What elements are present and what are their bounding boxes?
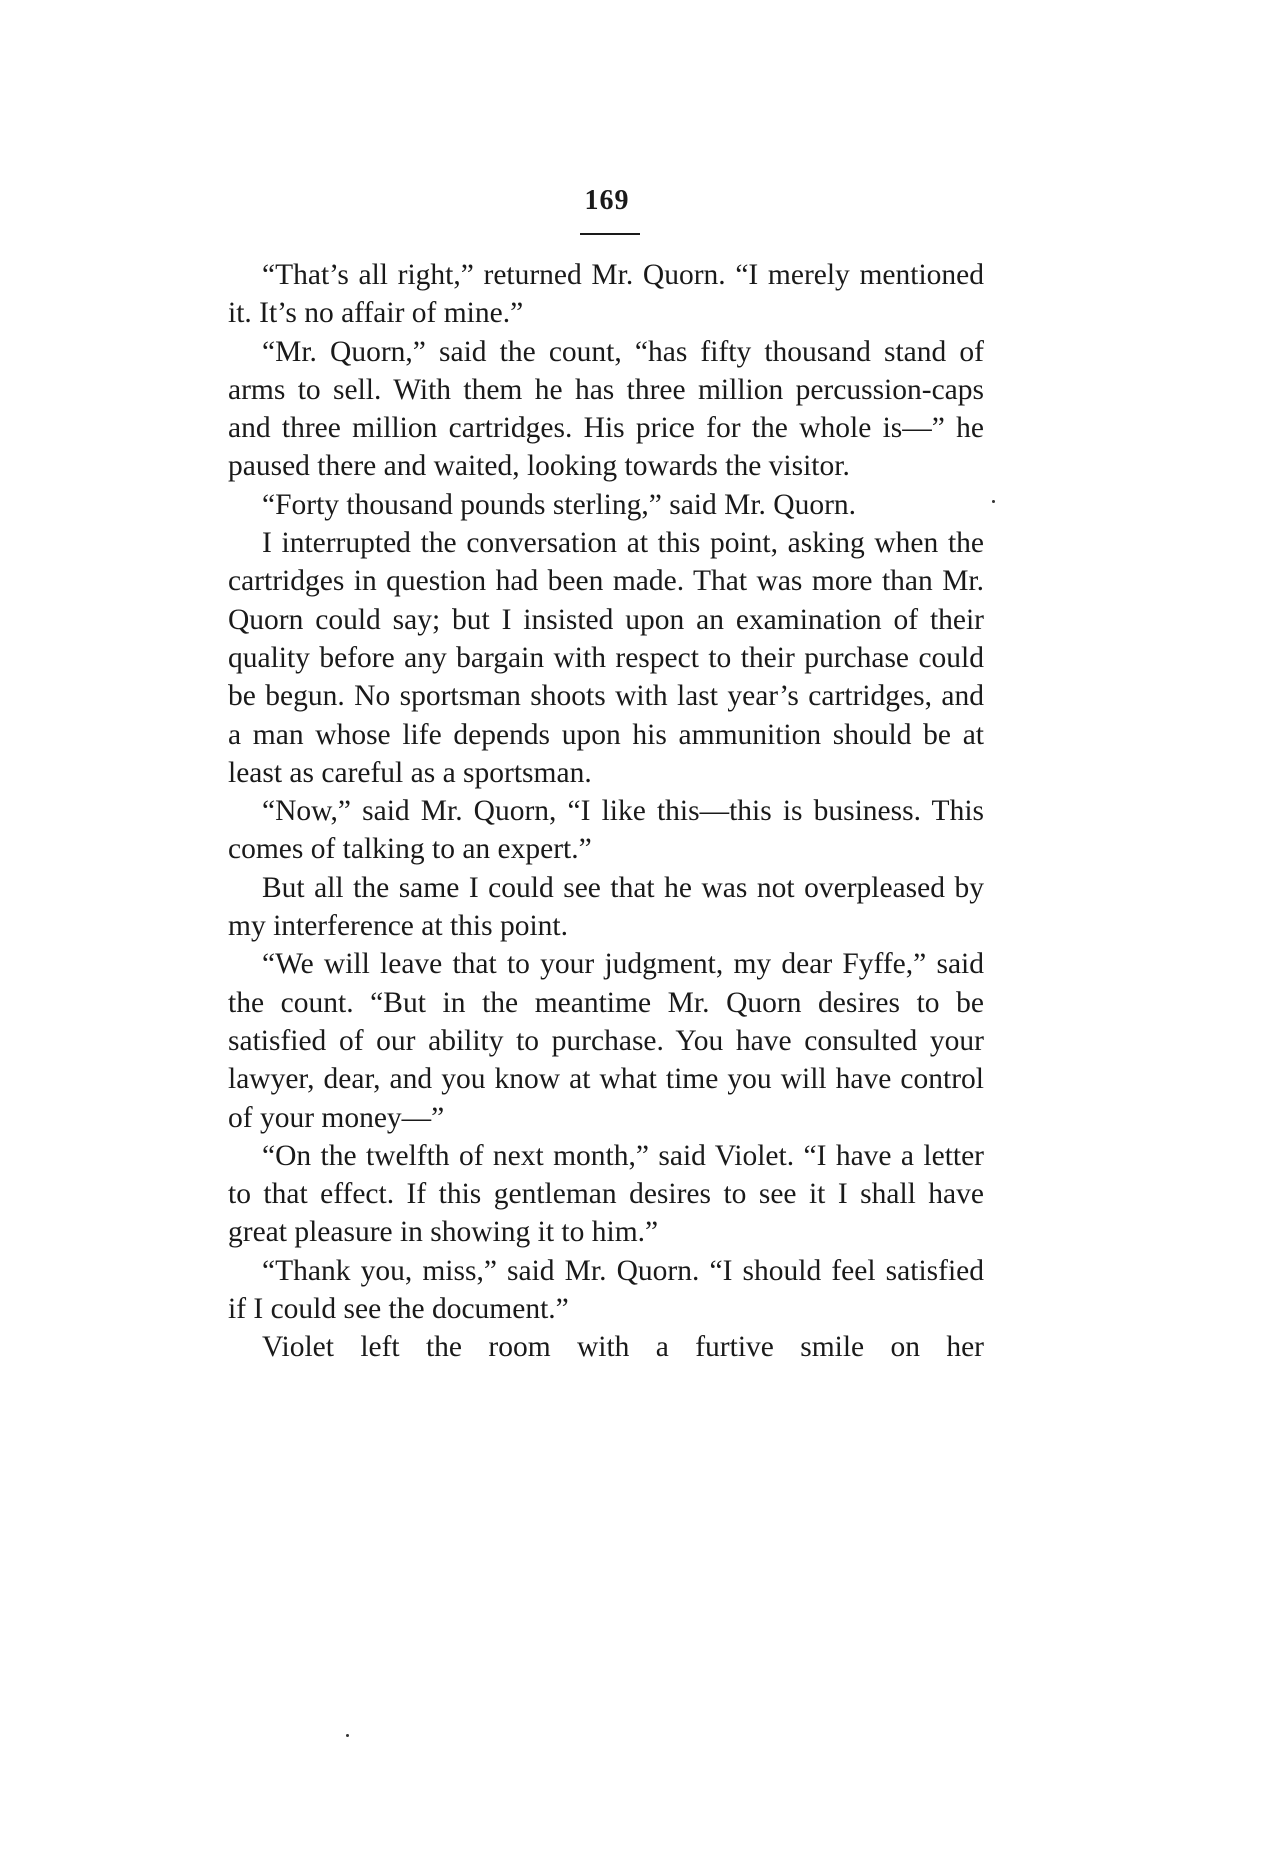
- page-number-rule: [580, 233, 640, 235]
- paragraph: Violet left the room with a furtive smile on her: [262, 1331, 984, 1364]
- paragraph: But all the same I could see that he was not overpleased by my interference at this point.: [228, 871, 984, 943]
- paragraph: “Forty thousand pounds sterling,” said Mr. Quorn.: [262, 488, 857, 521]
- paragraph: I interrupted the conversation at this point, asking when the cartridges in question had been made. That was more than Mr. Quorn could say; but I insisted upon an examination of their quality before any bargain with respect to their purchase could be begun. No sportsman shoots with last year’s cartridges, and a man whose life depends upon his ammunition should be at least as careful as a sportsman.: [228, 527, 984, 789]
- page-number: 169: [584, 185, 630, 216]
- paragraph: “Now,” said Mr. Quorn, “I like this—this is business. This comes of talking to an expert.”: [228, 795, 984, 866]
- ink-speck: [346, 1734, 349, 1737]
- paragraph: “Mr. Quorn,” said the count, “has fifty thousand stand of arms to sell. With them he has three million percussion-caps and three million cartridges. His price for the whole is—” he paused there and waited, looking towards the visitor.: [228, 335, 984, 483]
- ink-speck: [992, 500, 995, 503]
- body-text: [228, 256, 984, 1367]
- paragraph: “That’s all right,” returned Mr. Quorn. “I merely mentioned it. It’s no affair of mine.”: [228, 259, 984, 330]
- paragraph: “Thank you, miss,” said Mr. Quorn. “I should feel satisfied if I could see the document.”: [228, 1254, 984, 1326]
- paragraph: “We will leave that to your judgment, my dear Fyffe,” said the count. “But in the meantime Mr. Quorn desires to be satisfied of our ability to purchase. You have consulted your lawyer, dear, and you know at what time you will have control of your money—”: [228, 948, 984, 1134]
- paragraph: “On the twelfth of next month,” said Violet. “I have a letter to that effect. If this gentleman desires to see it I shall have great pleasure in showing it to him.”: [228, 1139, 984, 1249]
